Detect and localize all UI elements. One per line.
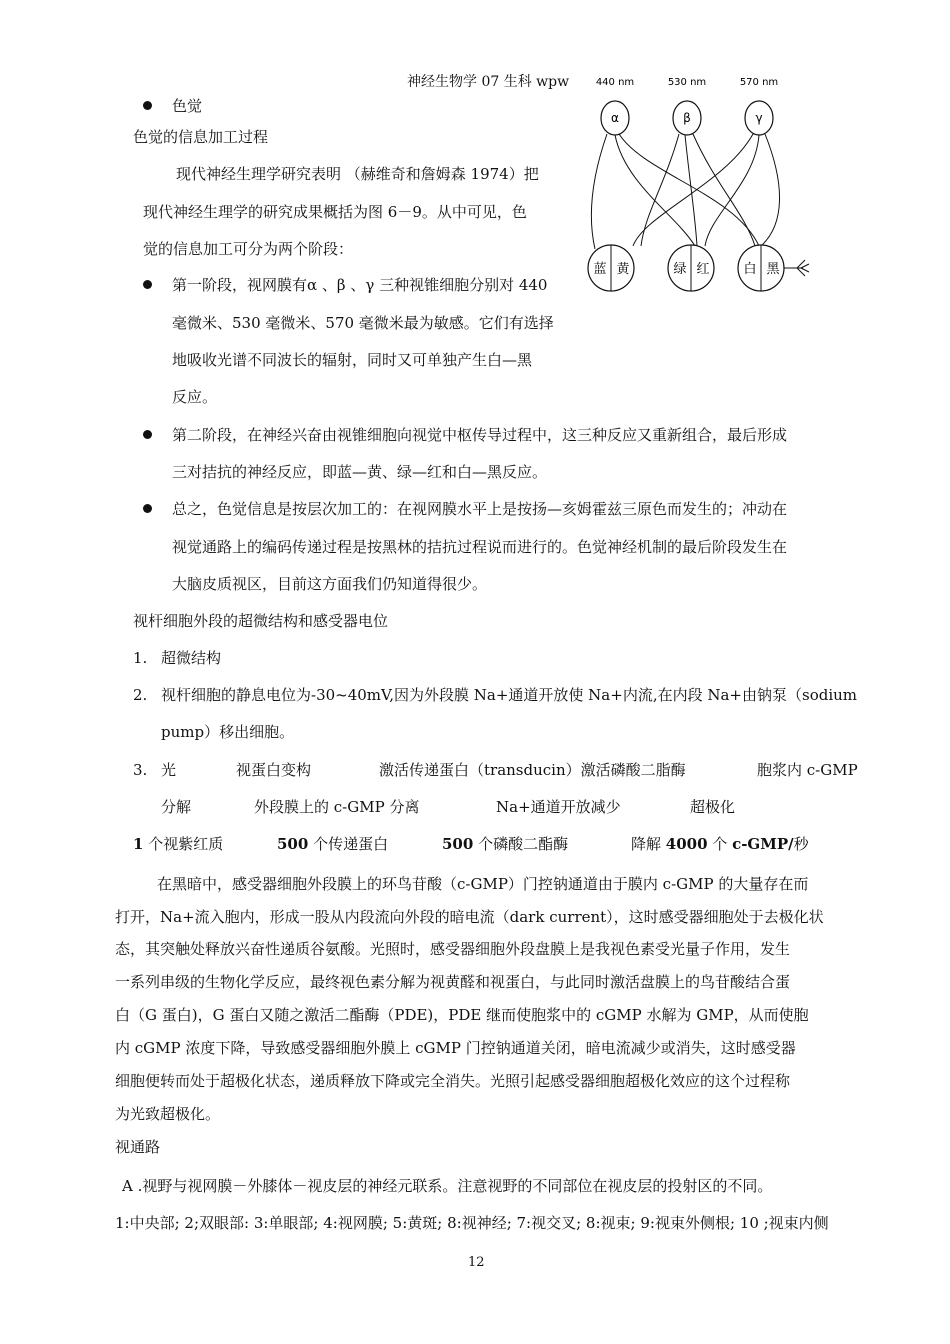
wavelength-label-530: 530 nm	[667, 77, 707, 88]
opponent-cell-white-black	[738, 245, 784, 291]
pathway-line-a: A .视野与视网膜－外膝体－视皮层的神经元联系。注意视野的不同部位在视皮层的投射区的不同。	[122, 1177, 773, 1195]
bullet-icon	[143, 101, 152, 110]
amplification-step: 500 个传递蛋白	[277, 835, 389, 853]
stage1-line: 地吸收光谱不同波长的辐射，同时又可单独产生白—黑	[172, 351, 533, 369]
cell-label-green: 绿	[673, 262, 687, 277]
item2-line: 视杆细胞的静息电位为-30~40mV,因为外段膜 Na+通道开放使 Na+内流,在内段 Na+由钠泵（sodium	[161, 686, 858, 704]
rod-section-title: 视杆细胞外段的超微结构和感受器电位	[133, 612, 389, 630]
cascade-step: 视蛋白变构	[236, 761, 312, 779]
axon-branch	[784, 260, 809, 276]
stage2-line: 第二阶段，在神经兴奋由视锥细胞向视觉中枢传导过程中，这三种反应又重新组合，最后形成	[172, 426, 788, 444]
paragraph-line: 打开，Na+流入胞内，形成一股从内段流向外段的暗电流（dark current），这时感受器细胞处于去极化状	[115, 908, 824, 926]
paragraph-line: 细胞便转而处于超极化状态，递质释放下降或完全消失。光照引起感受器细胞超极化效应的这个过程称	[115, 1072, 791, 1090]
item2-line: pump）移出细胞。	[161, 723, 295, 741]
cascade-step: 激活传递蛋白（transducin）激活磷酸二脂酶	[379, 761, 686, 779]
paragraph-line: 在黑暗中，感受器细胞外段膜上的环鸟苷酸（c-GMP）门控钠通道由于膜内 c-GMP 的大量存在而	[157, 875, 809, 893]
bullet-title-color: 色觉	[172, 97, 203, 115]
list-number: 2.	[133, 686, 148, 704]
cascade-step: 胞浆内 c-GMP	[757, 761, 858, 779]
subtitle-color-processing: 色觉的信息加工过程	[133, 128, 269, 146]
bullet-icon	[143, 504, 152, 513]
stage1-line: 反应。	[172, 388, 218, 406]
cell-label-black: 黑	[766, 262, 780, 277]
cascade-step: 超极化	[690, 798, 736, 816]
opponent-cell-green-red	[668, 245, 714, 291]
pathway-legend: 1:中央部; 2;双眼部: 3:单眼部; 4:视网膜; 5:黄斑; 8:视神经; 7:视交叉; 8:视束; 9:视束外侧根; 10 ;视束内侧	[115, 1214, 829, 1232]
wavelength-label-570: 570 nm	[739, 77, 779, 88]
paragraph-line: 内 cGMP 浓度下降，导致感受器细胞外膜上 cGMP 门控钠通道关闭，暗电流减少或消失，这时感受器	[115, 1039, 796, 1057]
list-number: 1.	[133, 649, 148, 667]
paragraph-line: 态，其突触处释放兴奋性递质谷氨酸。光照时，感受器细胞外段盘膜上是我视色素受光量子作用，发生	[115, 940, 791, 958]
summary-line: 总之，色觉信息是按层次加工的：在视网膜水平上是按扬—亥姆霍兹三原色而发生的；冲动在	[172, 500, 788, 518]
page-number: 12	[468, 1255, 485, 1270]
list-number: 3.	[133, 761, 148, 779]
amplification-step: 1 个视紫红质	[133, 835, 224, 853]
cell-label-blue: 蓝	[593, 262, 607, 277]
pathway-lines	[591, 134, 779, 249]
stage1-line: 第一阶段，视网膜有α 、β 、γ 三种视锥细胞分别对 440	[172, 276, 548, 294]
cascade-step: 光	[161, 761, 177, 779]
stage1-line: 毫微米、530 毫微米、570 毫微米最为敏感。它们有选择	[172, 314, 554, 332]
intro-line: 现代神经生理学研究表明 （赫维奇和詹姆森 1974）把	[176, 165, 539, 183]
cell-label-white: 白	[743, 262, 757, 277]
bullet-icon	[143, 430, 152, 439]
amplification-step: 500 个磷酸二酯酶	[442, 835, 569, 853]
item1-text: 超微结构	[161, 649, 222, 667]
paragraph-line: 一系列串级的生物化学反应，最终视色素分解为视黄醛和视蛋白，与此同时激活盘膜上的鸟苷酸结合蛋	[115, 973, 791, 991]
cone-label-gamma: γ	[755, 111, 763, 125]
cone-label-beta: β	[683, 111, 691, 125]
paragraph-line: 为光致超极化。	[115, 1105, 221, 1123]
color-vision-diagram	[585, 74, 815, 294]
amplification-step: 降解 4000 个 c-GMP/秒	[631, 835, 809, 853]
page-header: 神经生物学 07 生科 wpw	[407, 74, 570, 90]
intro-line: 现代神经生理学的研究成果概括为图 6－9。从中可见，色	[143, 203, 527, 221]
cascade-step: Na+通道开放减少	[496, 798, 621, 816]
wavelength-label-440: 440 nm	[595, 77, 635, 88]
cell-label-yellow: 黄	[616, 262, 630, 277]
pathway-section-title: 视通路	[115, 1138, 161, 1156]
cascade-step: 分解	[161, 798, 192, 816]
intro-line: 觉的信息加工可分为两个阶段：	[143, 240, 354, 258]
opponent-cell-blue-yellow	[588, 245, 634, 291]
bullet-icon	[143, 280, 152, 289]
cascade-step: 外段膜上的 c-GMP 分离	[254, 798, 420, 816]
stage2-line: 三对拮抗的神经反应，即蓝—黄、绿—红和白—黑反应。	[172, 463, 548, 481]
summary-line: 视觉通路上的编码传递过程是按黑林的拮抗过程说而进行的。色觉神经机制的最后阶段发生在	[172, 538, 788, 556]
paragraph-line: 白（G 蛋白)，G 蛋白又随之激活二酯酶（PDE)，PDE 继而使胞浆中的 cGMP 水解为 GMP，从而使胞	[115, 1006, 809, 1024]
cell-label-red: 红	[696, 262, 710, 277]
cone-label-alpha: α	[611, 111, 619, 125]
summary-line: 大脑皮质视区，目前这方面我们仍知道得很少。	[172, 575, 488, 593]
